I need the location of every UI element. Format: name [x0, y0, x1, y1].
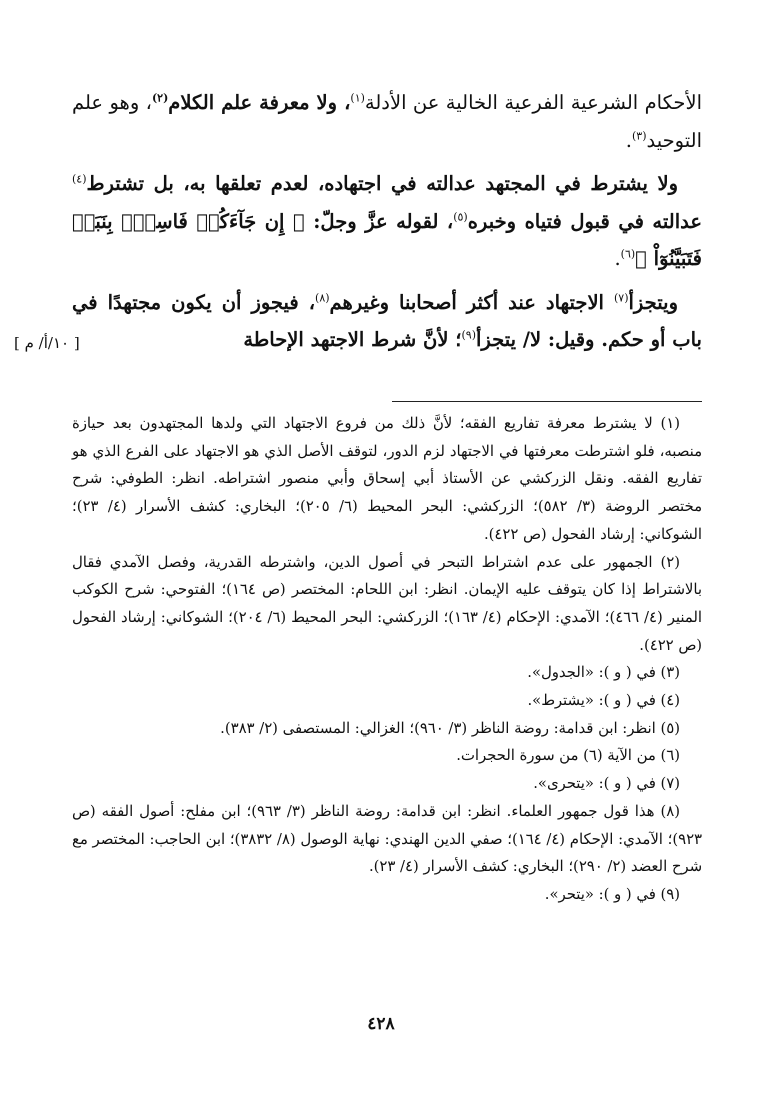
footnote-6: (٦) من الآية (٦) من سورة الحجرات.	[456, 747, 680, 765]
text-segment: الأحكام الشرعية الفرعية الخالية عن الأدلة	[364, 91, 702, 114]
paragraph-3	[72, 284, 702, 359]
footnote-ref-6: (٦)	[620, 247, 636, 261]
footnote-ref-9: (٩)	[461, 328, 476, 342]
footnote-2: (٢) الجمهور على عدم اشتراط التبحر في أصول الدين، واشترطه القدرية، وفصل الآمدي فقال بالاشتراط إذا كان يتوقف عليه الإيمان. انظر: ابن اللحام: المختصر (ص ١٦٤)؛ الفتوحي: شرح الكوكب المنير (٤/ ٤٦٦)؛ الآمدي: الإحكام (٤/ ١٦٣)؛ الزركشي: البحر المحيط (٦/ ٢٠٤)؛ الشوكاني: إرشاد الفحول (ص ٤٢٢).	[72, 553, 702, 654]
text-segment-bold: ، لقوله عزَّ وجلّ:	[304, 209, 454, 233]
footnote-9: (٩) في ( و ): «يتحر».	[544, 885, 680, 903]
text-segment-bold: الاجتهاد عند أكثر أصحابنا وغيرهم	[329, 290, 614, 314]
paragraph-2	[72, 165, 702, 278]
text-segment: .	[614, 247, 621, 270]
footnote-8: (٨) هذا قول جمهور العلماء. انظر: ابن قدامة: روضة الناظر (٣/ ٩٦٣)؛ ابن مفلح: أصول الفقه (ص ٩٢٣)؛ الآمدي: الإحكام (٤/ ١٦٤)؛ صفي الدين الهندي: نهاية الوصول (٨/ ٣٨٣٢)؛ ابن الحاجب: المختصر مع شرح العضد (٢/ ٢٩٠)؛ البخاري: كشف الأسرار (٤/ ٢٣).	[72, 802, 702, 876]
text-segment: .	[625, 128, 632, 152]
text-segment-bold: ويتجزأ	[628, 290, 678, 314]
quran-verse: ﴿ إِن جَآءَكُمۡ فَاسِقُۢ بِنَبَإٖ فَتَبَيَّنُوٓاْ ﴾	[72, 209, 702, 270]
footnote-ref-2: (٢)	[151, 91, 169, 105]
footnote-5: (٥) انظر: ابن قدامة: روضة الناظر (٣/ ٩٦٠)؛ الغزالي: المستصفى (٢/ ٣٨٣).	[220, 719, 680, 737]
main-text	[72, 84, 702, 365]
text-segment-bold: ولا يشترط في المجتهد عدالته في اجتهاده، لعدم تعلقها به، بل تشترط	[86, 172, 678, 195]
footnote-7: (٧) في ( و ): «يتحرى».	[533, 775, 680, 793]
text-segment-bold: ، فيجوز أن يكون مجتهدًا في باب أو حكم. وقيل: لا/ يتجزأ	[72, 290, 702, 351]
text-segment-bold: ، ولا معرفة علم الكلام	[168, 91, 351, 114]
manuscript-margin-note: [ ١٠/أ/ م ]	[14, 334, 80, 352]
text-segment: ، وهو علم التوحيد	[72, 91, 702, 152]
footnote-ref-8: (٨)	[315, 291, 330, 304]
footnote-3: (٣) في ( و ): «الجدول».	[527, 664, 680, 682]
footnote-ref-1: (١)	[350, 91, 365, 105]
footnote-4: (٤) في ( و ): «يشترط».	[527, 692, 680, 710]
footnotes	[72, 410, 702, 909]
footnote-separator	[392, 401, 702, 402]
text-segment-bold: ؛ لأنَّ شرط الاجتهد الإحاطة	[243, 328, 462, 351]
footnote-1: (١) لا يشترط معرفة تفاريع الفقه؛ لأنَّ ذلك من فروع الاجتهاد التي ولدها المجتهدون بعد حيازة منصبه، فلو اشترطت معرفتها في الاجتهاد لزم الدور، لتوقف الأصل الذي هو الاجتهاد على الفرع الذي هو تفاريع الفقه. ونقل الزركشي عن الأستاذ أبي إسحاق وأبي منصور اشتراطه. انظر: الطوفي: شرح مختصر الروضة (٣/ ٥٨٢)؛ الزركشي: البحر المحيط (٦/ ٢٠٥)؛ البخاري: كشف الأسرار (٤/ ٢٣)؛ الشوكاني: إرشاد الفحول (ص ٤٢٢).	[72, 415, 702, 543]
footnote-ref-7: (٧)	[613, 291, 629, 304]
footnote-ref-3: (٣)	[631, 129, 647, 142]
text-segment-bold: عدالته في قبول فتياه وخبره	[467, 209, 702, 233]
page-number: ٤٢٨	[367, 1014, 395, 1034]
footnote-ref-4: (٤)	[72, 172, 87, 186]
paragraph-1	[72, 84, 702, 159]
footnote-ref-5: (٥)	[453, 210, 468, 223]
